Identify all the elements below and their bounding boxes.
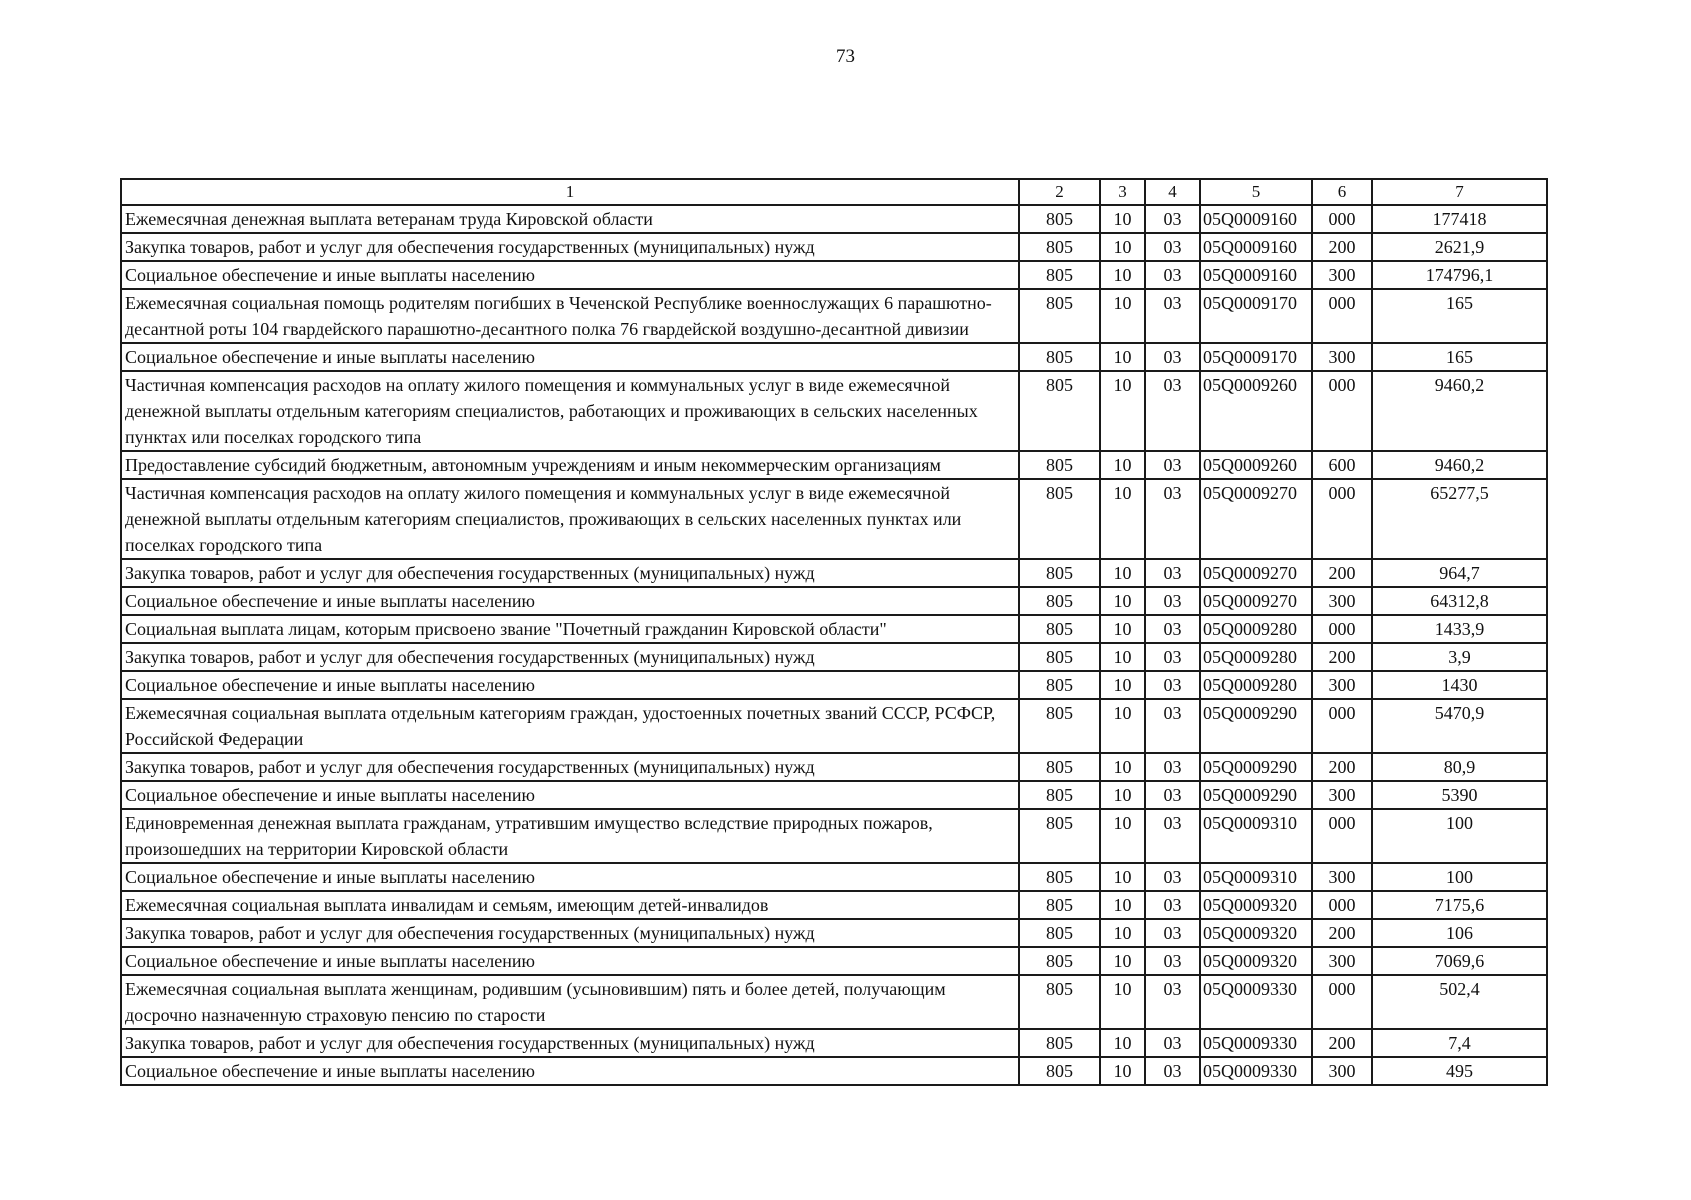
department-code-cell: 805 — [1019, 371, 1100, 451]
expense-name-cell: Социальное обеспечение и иные выплаты населению — [121, 1057, 1019, 1085]
column-number-row — [121, 179, 1547, 205]
section-code-cell: 10 — [1100, 753, 1145, 781]
section-code-cell: 10 — [1100, 615, 1145, 643]
amount-cell: 165 — [1372, 343, 1547, 371]
subsection-code-cell: 03 — [1145, 479, 1200, 559]
table-row — [121, 643, 1547, 671]
expense-type-code-cell: 200 — [1312, 753, 1372, 781]
section-code-cell: 10 — [1100, 1057, 1145, 1085]
department-code-cell: 805 — [1019, 643, 1100, 671]
column-header-7: 7 — [1372, 179, 1547, 205]
column-header-4: 4 — [1145, 179, 1200, 205]
expense-type-code-cell: 300 — [1312, 1057, 1372, 1085]
amount-cell: 964,7 — [1372, 559, 1547, 587]
subsection-code-cell: 03 — [1145, 891, 1200, 919]
target-article-code-cell: 05Q0009280 — [1200, 643, 1312, 671]
target-article-code-cell: 05Q0009330 — [1200, 1057, 1312, 1085]
subsection-code-cell: 03 — [1145, 753, 1200, 781]
section-code-cell: 10 — [1100, 947, 1145, 975]
subsection-code-cell: 03 — [1145, 233, 1200, 261]
section-code-cell: 10 — [1100, 261, 1145, 289]
target-article-code-cell: 05Q0009280 — [1200, 615, 1312, 643]
amount-cell: 502,4 — [1372, 975, 1547, 1029]
expense-type-code-cell: 000 — [1312, 479, 1372, 559]
expense-type-code-cell: 000 — [1312, 371, 1372, 451]
target-article-code-cell: 05Q0009260 — [1200, 371, 1312, 451]
expense-name-cell: Закупка товаров, работ и услуг для обеспечения государственных (муниципальных) нужд — [121, 233, 1019, 261]
target-article-code-cell: 05Q0009330 — [1200, 975, 1312, 1029]
section-code-cell: 10 — [1100, 863, 1145, 891]
table-row — [121, 947, 1547, 975]
subsection-code-cell: 03 — [1145, 261, 1200, 289]
table-row — [121, 343, 1547, 371]
amount-cell: 9460,2 — [1372, 451, 1547, 479]
expense-name-cell: Ежемесячная социальная выплата отдельным категориям граждан, удостоенных почетных званий СССР, РСФСР, Российской Федерации — [121, 699, 1019, 753]
subsection-code-cell: 03 — [1145, 643, 1200, 671]
subsection-code-cell: 03 — [1145, 587, 1200, 615]
expense-name-cell: Социальное обеспечение и иные выплаты населению — [121, 343, 1019, 371]
expense-type-code-cell: 000 — [1312, 699, 1372, 753]
subsection-code-cell: 03 — [1145, 975, 1200, 1029]
subsection-code-cell: 03 — [1145, 863, 1200, 891]
table-row — [121, 1057, 1547, 1085]
amount-cell: 5390 — [1372, 781, 1547, 809]
section-code-cell: 10 — [1100, 643, 1145, 671]
amount-cell: 177418 — [1372, 205, 1547, 233]
target-article-code-cell: 05Q0009320 — [1200, 919, 1312, 947]
target-article-code-cell: 05Q0009320 — [1200, 891, 1312, 919]
table-row — [121, 289, 1547, 343]
amount-cell: 7,4 — [1372, 1029, 1547, 1057]
expense-name-cell: Ежемесячная денежная выплата ветеранам труда Кировской области — [121, 205, 1019, 233]
subsection-code-cell: 03 — [1145, 205, 1200, 233]
target-article-code-cell: 05Q0009270 — [1200, 479, 1312, 559]
table-row — [121, 699, 1547, 753]
department-code-cell: 805 — [1019, 781, 1100, 809]
expense-name-cell: Закупка товаров, работ и услуг для обеспечения государственных (муниципальных) нужд — [121, 643, 1019, 671]
department-code-cell: 805 — [1019, 1029, 1100, 1057]
section-code-cell: 10 — [1100, 343, 1145, 371]
table-row — [121, 261, 1547, 289]
target-article-code-cell: 05Q0009280 — [1200, 671, 1312, 699]
target-article-code-cell: 05Q0009270 — [1200, 587, 1312, 615]
expense-name-cell: Закупка товаров, работ и услуг для обеспечения государственных (муниципальных) нужд — [121, 1029, 1019, 1057]
amount-cell: 100 — [1372, 809, 1547, 863]
department-code-cell: 805 — [1019, 233, 1100, 261]
expense-name-cell: Ежемесячная социальная помощь родителям погибших в Чеченской Республике военнослужащих 6 парашютно-десантной роты 104 гвардейского парашютно-десантного полка 76 гвардейской воздушно-десантной дивизии — [121, 289, 1019, 343]
column-header-2: 2 — [1019, 179, 1100, 205]
target-article-code-cell: 05Q0009170 — [1200, 343, 1312, 371]
column-header-6: 6 — [1312, 179, 1372, 205]
subsection-code-cell: 03 — [1145, 559, 1200, 587]
section-code-cell: 10 — [1100, 809, 1145, 863]
department-code-cell: 805 — [1019, 559, 1100, 587]
department-code-cell: 805 — [1019, 975, 1100, 1029]
section-code-cell: 10 — [1100, 891, 1145, 919]
table-row — [121, 587, 1547, 615]
section-code-cell: 10 — [1100, 233, 1145, 261]
expense-name-cell: Социальное обеспечение и иные выплаты населению — [121, 863, 1019, 891]
department-code-cell: 805 — [1019, 261, 1100, 289]
expense-name-cell: Социальное обеспечение и иные выплаты населению — [121, 261, 1019, 289]
section-code-cell: 10 — [1100, 975, 1145, 1029]
amount-cell: 165 — [1372, 289, 1547, 343]
table-row — [121, 671, 1547, 699]
table-row — [121, 205, 1547, 233]
expense-type-code-cell: 200 — [1312, 233, 1372, 261]
amount-cell: 5470,9 — [1372, 699, 1547, 753]
amount-cell: 100 — [1372, 863, 1547, 891]
subsection-code-cell: 03 — [1145, 371, 1200, 451]
amount-cell: 65277,5 — [1372, 479, 1547, 559]
target-article-code-cell: 05Q0009160 — [1200, 261, 1312, 289]
department-code-cell: 805 — [1019, 587, 1100, 615]
table-row — [121, 809, 1547, 863]
target-article-code-cell: 05Q0009330 — [1200, 1029, 1312, 1057]
expense-type-code-cell: 200 — [1312, 643, 1372, 671]
section-code-cell: 10 — [1100, 479, 1145, 559]
expense-type-code-cell: 600 — [1312, 451, 1372, 479]
department-code-cell: 805 — [1019, 947, 1100, 975]
department-code-cell: 805 — [1019, 891, 1100, 919]
expense-name-cell: Единовременная денежная выплата гражданам, утратившим имущество вследствие природных пожаров, произошедших на территории Кировской области — [121, 809, 1019, 863]
section-code-cell: 10 — [1100, 371, 1145, 451]
expense-name-cell: Социальное обеспечение и иные выплаты населению — [121, 587, 1019, 615]
section-code-cell: 10 — [1100, 1029, 1145, 1057]
target-article-code-cell: 05Q0009320 — [1200, 947, 1312, 975]
subsection-code-cell: 03 — [1145, 671, 1200, 699]
expense-name-cell: Предоставление субсидий бюджетным, автономным учреждениям и иным некоммерческим организациям — [121, 451, 1019, 479]
table-row — [121, 919, 1547, 947]
section-code-cell: 10 — [1100, 559, 1145, 587]
section-code-cell: 10 — [1100, 451, 1145, 479]
amount-cell: 1433,9 — [1372, 615, 1547, 643]
column-header-5: 5 — [1200, 179, 1312, 205]
page-number: 73 — [836, 46, 855, 67]
target-article-code-cell: 05Q0009170 — [1200, 289, 1312, 343]
amount-cell: 80,9 — [1372, 753, 1547, 781]
expense-name-cell: Закупка товаров, работ и услуг для обеспечения государственных (муниципальных) нужд — [121, 559, 1019, 587]
expense-type-code-cell: 300 — [1312, 947, 1372, 975]
section-code-cell: 10 — [1100, 587, 1145, 615]
table-row — [121, 451, 1547, 479]
expense-type-code-cell: 200 — [1312, 1029, 1372, 1057]
column-header-1: 1 — [121, 179, 1019, 205]
expense-name-cell: Закупка товаров, работ и услуг для обеспечения государственных (муниципальных) нужд — [121, 919, 1019, 947]
expense-name-cell: Частичная компенсация расходов на оплату жилого помещения и коммунальных услуг в виде ежемесячной денежной выплаты отдельным категориям специалистов, проживающих в сельских населенных пунктах или поселках городского типа — [121, 479, 1019, 559]
target-article-code-cell: 05Q0009290 — [1200, 699, 1312, 753]
table-row — [121, 891, 1547, 919]
expense-type-code-cell: 300 — [1312, 671, 1372, 699]
subsection-code-cell: 03 — [1145, 919, 1200, 947]
subsection-code-cell: 03 — [1145, 1057, 1200, 1085]
expense-name-cell: Социальное обеспечение и иные выплаты населению — [121, 781, 1019, 809]
department-code-cell: 805 — [1019, 753, 1100, 781]
target-article-code-cell: 05Q0009310 — [1200, 863, 1312, 891]
expense-name-cell: Частичная компенсация расходов на оплату жилого помещения и коммунальных услуг в виде ежемесячной денежной выплаты отдельным категориям специалистов, работающих и проживающих в сельских населенных пунктах или поселках городского типа — [121, 371, 1019, 451]
department-code-cell: 805 — [1019, 671, 1100, 699]
department-code-cell: 805 — [1019, 919, 1100, 947]
target-article-code-cell: 05Q0009310 — [1200, 809, 1312, 863]
expense-type-code-cell: 000 — [1312, 975, 1372, 1029]
department-code-cell: 805 — [1019, 451, 1100, 479]
budget-table — [120, 178, 1548, 1086]
expense-type-code-cell: 300 — [1312, 261, 1372, 289]
target-article-code-cell: 05Q0009160 — [1200, 205, 1312, 233]
subsection-code-cell: 03 — [1145, 699, 1200, 753]
target-article-code-cell: 05Q0009290 — [1200, 781, 1312, 809]
expense-name-cell: Социальное обеспечение и иные выплаты населению — [121, 671, 1019, 699]
expense-type-code-cell: 300 — [1312, 343, 1372, 371]
amount-cell: 7069,6 — [1372, 947, 1547, 975]
expense-type-code-cell: 000 — [1312, 289, 1372, 343]
section-code-cell: 10 — [1100, 919, 1145, 947]
amount-cell: 7175,6 — [1372, 891, 1547, 919]
department-code-cell: 805 — [1019, 1057, 1100, 1085]
column-header-3: 3 — [1100, 179, 1145, 205]
table-row — [121, 1029, 1547, 1057]
subsection-code-cell: 03 — [1145, 947, 1200, 975]
subsection-code-cell: 03 — [1145, 781, 1200, 809]
table-row — [121, 975, 1547, 1029]
amount-cell: 495 — [1372, 1057, 1547, 1085]
subsection-code-cell: 03 — [1145, 289, 1200, 343]
table-body — [121, 179, 1547, 1085]
expense-type-code-cell: 300 — [1312, 781, 1372, 809]
expense-name-cell: Закупка товаров, работ и услуг для обеспечения государственных (муниципальных) нужд — [121, 753, 1019, 781]
expense-type-code-cell: 200 — [1312, 919, 1372, 947]
table-row — [121, 615, 1547, 643]
target-article-code-cell: 05Q0009270 — [1200, 559, 1312, 587]
target-article-code-cell: 05Q0009160 — [1200, 233, 1312, 261]
department-code-cell: 805 — [1019, 699, 1100, 753]
amount-cell: 174796,1 — [1372, 261, 1547, 289]
expense-type-code-cell: 000 — [1312, 205, 1372, 233]
table-row — [121, 233, 1547, 261]
section-code-cell: 10 — [1100, 671, 1145, 699]
expense-type-code-cell: 000 — [1312, 615, 1372, 643]
department-code-cell: 805 — [1019, 289, 1100, 343]
department-code-cell: 805 — [1019, 205, 1100, 233]
department-code-cell: 805 — [1019, 809, 1100, 863]
amount-cell: 106 — [1372, 919, 1547, 947]
table-row — [121, 863, 1547, 891]
table-row — [121, 371, 1547, 451]
expense-name-cell: Ежемесячная социальная выплата инвалидам и семьям, имеющим детей-инвалидов — [121, 891, 1019, 919]
subsection-code-cell: 03 — [1145, 451, 1200, 479]
section-code-cell: 10 — [1100, 781, 1145, 809]
expense-name-cell: Ежемесячная социальная выплата женщинам, родившим (усыновившим) пять и более детей, получающим досрочно назначенную страховую пенсию по старости — [121, 975, 1019, 1029]
section-code-cell: 10 — [1100, 205, 1145, 233]
amount-cell: 1430 — [1372, 671, 1547, 699]
expense-name-cell: Социальное обеспечение и иные выплаты населению — [121, 947, 1019, 975]
department-code-cell: 805 — [1019, 343, 1100, 371]
department-code-cell: 805 — [1019, 863, 1100, 891]
amount-cell: 2621,9 — [1372, 233, 1547, 261]
target-article-code-cell: 05Q0009290 — [1200, 753, 1312, 781]
amount-cell: 9460,2 — [1372, 371, 1547, 451]
expense-type-code-cell: 300 — [1312, 863, 1372, 891]
amount-cell: 64312,8 — [1372, 587, 1547, 615]
department-code-cell: 805 — [1019, 615, 1100, 643]
subsection-code-cell: 03 — [1145, 343, 1200, 371]
section-code-cell: 10 — [1100, 699, 1145, 753]
amount-cell: 3,9 — [1372, 643, 1547, 671]
table-row — [121, 559, 1547, 587]
subsection-code-cell: 03 — [1145, 809, 1200, 863]
subsection-code-cell: 03 — [1145, 615, 1200, 643]
target-article-code-cell: 05Q0009260 — [1200, 451, 1312, 479]
table-row — [121, 753, 1547, 781]
expense-type-code-cell: 000 — [1312, 809, 1372, 863]
department-code-cell: 805 — [1019, 479, 1100, 559]
expense-type-code-cell: 300 — [1312, 587, 1372, 615]
expense-type-code-cell: 200 — [1312, 559, 1372, 587]
subsection-code-cell: 03 — [1145, 1029, 1200, 1057]
expense-name-cell: Социальная выплата лицам, которым присвоено звание "Почетный гражданин Кировской области" — [121, 615, 1019, 643]
table-row — [121, 781, 1547, 809]
table-row — [121, 479, 1547, 559]
section-code-cell: 10 — [1100, 289, 1145, 343]
expense-type-code-cell: 000 — [1312, 891, 1372, 919]
